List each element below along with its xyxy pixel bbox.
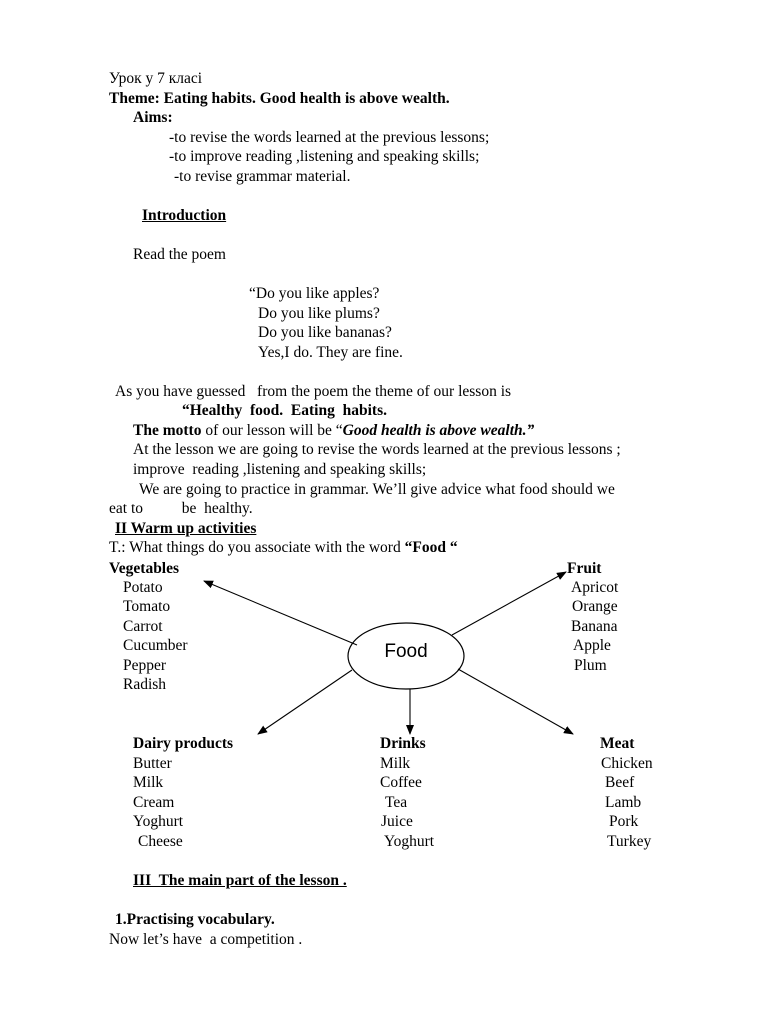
arrow-to-dairy: [258, 670, 352, 734]
arrow-to-meat: [458, 669, 573, 734]
drink-item: Milk: [380, 755, 411, 772]
poem-line: Yes,I do. They are fine.: [258, 344, 403, 361]
drink-item: Yoghurt: [384, 833, 435, 850]
aim-item: -to improve reading ,listening and speaking skills;: [169, 148, 480, 165]
meat-item: Chicken: [601, 755, 653, 772]
vegetable-item: Carrot: [123, 618, 163, 635]
introduction-heading: Introduction: [142, 207, 227, 224]
dairy-title: Dairy products: [133, 735, 234, 752]
fruit-item: Plum: [574, 657, 607, 674]
paragraph-line: We are going to practice in grammar. We’ll give advice what food should we: [139, 481, 615, 498]
fruit-item: Orange: [572, 598, 618, 615]
drinks-title: Drinks: [380, 735, 426, 752]
main-part-heading: III The main part of the lesson .: [133, 872, 347, 889]
competition-line: Now let’s have a competition .: [109, 931, 303, 948]
meat-item: Turkey: [607, 833, 652, 850]
dairy-item: Yoghurt: [133, 813, 184, 830]
practising-vocabulary-heading: 1.Practising vocabulary.: [115, 911, 275, 928]
lesson-theme: Theme: Eating habits. Good health is above wealth.: [109, 90, 450, 107]
fruit-title: Fruit: [567, 560, 602, 577]
poem-line: Do you like plums?: [258, 305, 380, 322]
food-center-label: Food: [384, 641, 428, 662]
aim-item: -to revise grammar material.: [174, 168, 351, 185]
dairy-item: Cheese: [138, 833, 183, 850]
arrow-to-vegetables: [204, 581, 357, 645]
vegetables-title: Vegetables: [109, 560, 180, 577]
question-text: T.: What things do you associate with the word: [109, 539, 405, 556]
vegetable-item: Tomato: [123, 598, 171, 615]
paragraph-line: At the lesson we are going to revise the words learned at the previous lessons ;: [133, 441, 621, 458]
drink-item: Coffee: [380, 774, 422, 791]
fruit-item: Banana: [571, 618, 618, 635]
vegetable-item: Cucumber: [123, 637, 188, 654]
guess-line: As you have guessed from the poem the theme of our lesson is: [115, 383, 512, 400]
drink-item: Tea: [385, 794, 408, 811]
meat-title: Meat: [600, 735, 635, 752]
poem-line: “Do you like apples?: [249, 285, 380, 302]
paragraph-line: eat to be healthy.: [109, 500, 253, 517]
vegetable-item: Pepper: [123, 657, 167, 674]
paragraph-line: improve reading ,listening and speaking skills;: [133, 461, 427, 478]
motto-mid: of our lesson will be “: [201, 422, 343, 439]
vegetable-item: Potato: [123, 579, 163, 596]
theme-line: “Healthy food. Eating habits.: [182, 402, 387, 419]
poem-line: Do you like bananas?: [258, 324, 392, 341]
vegetable-item: Radish: [123, 676, 167, 693]
motto-quote: Good health is above wealth.”: [342, 422, 535, 439]
read-instruction: Read the poem: [133, 246, 226, 263]
dairy-item: Butter: [133, 755, 172, 772]
fruit-item: Apple: [573, 637, 611, 654]
meat-item: Pork: [609, 813, 639, 830]
warmup-heading: II Warm up activities: [115, 520, 257, 537]
meat-item: Beef: [605, 774, 635, 791]
class-note: Урок у 7 класі: [109, 70, 203, 87]
dairy-item: Milk: [133, 774, 164, 791]
meat-item: Lamb: [605, 794, 642, 811]
arrow-to-fruit: [452, 572, 566, 635]
aim-item: -to revise the words learned at the previous lessons;: [169, 129, 490, 146]
drink-item: Juice: [381, 813, 413, 830]
question-word: “Food “: [404, 539, 458, 556]
fruit-item: Apricot: [571, 579, 619, 596]
aims-label: Aims:: [133, 109, 173, 126]
motto-lead: The motto: [133, 422, 202, 439]
dairy-item: Cream: [133, 794, 175, 811]
